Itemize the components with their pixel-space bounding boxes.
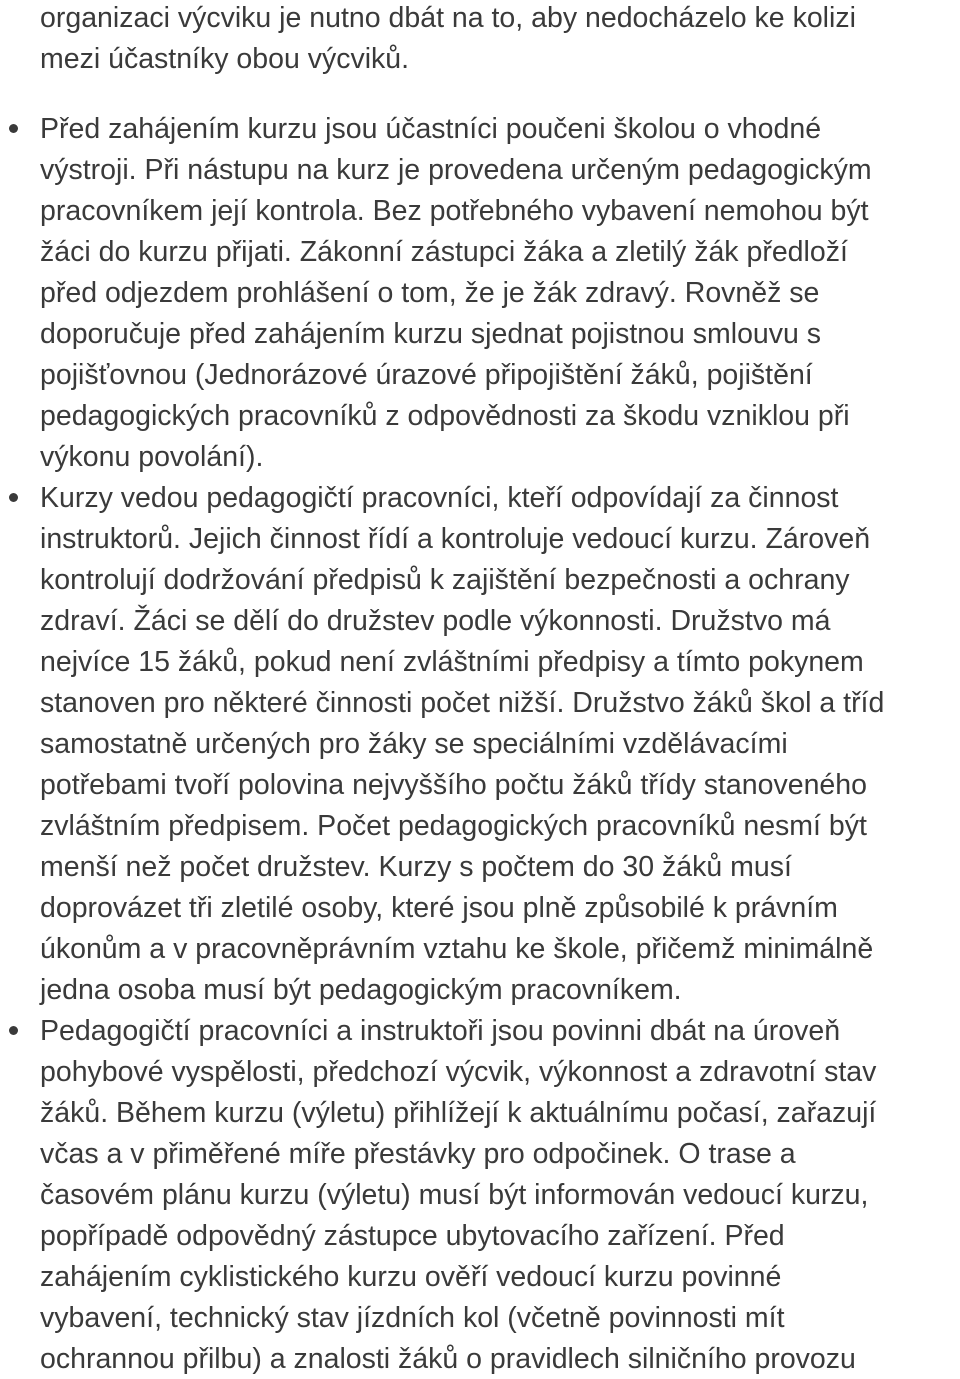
bullet-2-line: menší než počet družstev. Kurzy s počtem do 30 žáků musí bbox=[40, 851, 792, 883]
bullet-2-line: potřebami tvoří polovina nejvyššího počtu žáků třídy stanoveného bbox=[40, 769, 867, 801]
bullet-3-line: časovém plánu kurzu (výletu) musí být informován vedoucí kurzu, bbox=[40, 1179, 869, 1211]
bullet-1-line: žáci do kurzu přijati. Zákonní zástupci žáka a zletilý žák předloží bbox=[40, 236, 848, 268]
bullet-2-line: Kurzy vedou pedagogičtí pracovníci, kteří odpovídají za činnost bbox=[40, 482, 839, 514]
bullet-1-line: Před zahájením kurzu jsou účastníci poučeni školou o vhodné bbox=[40, 113, 822, 145]
bullet-3-line: včas a v přiměřené míře přestávky pro odpočinek. O trase a bbox=[40, 1138, 796, 1170]
bullet-2-line: instruktorů. Jejich činnost řídí a kontroluje vedoucí kurzu. Zároveň bbox=[40, 523, 871, 555]
bullet-3-line: Pedagogičtí pracovníci a instruktoři jsou povinni dbát na úroveň bbox=[40, 1015, 841, 1047]
bullet-3-line: žáků. Během kurzu (výletu) přihlížejí k aktuálnímu počasí, zařazují bbox=[40, 1097, 877, 1129]
bullet-3-line: ochrannou přilbu) a znalosti žáků o pravidlech silničního provozu bbox=[40, 1343, 856, 1375]
bullet-2-line: zvláštním předpisem. Počet pedagogických pracovníků nesmí být bbox=[40, 810, 867, 842]
bullet-3-line: vybavení, technický stav jízdních kol (včetně povinnosti mít bbox=[40, 1302, 785, 1334]
bullet-1-line: výstroji. Při nástupu na kurz je provedena určeným pedagogickým bbox=[40, 154, 872, 186]
bullet-2-line: stanoven pro některé činnosti počet nižší. Družstvo žáků škol a tříd bbox=[40, 687, 885, 719]
bullet-2-line: doprovázet tři zletilé osoby, které jsou plně způsobilé k právním bbox=[40, 892, 838, 924]
bullet-3-line: popřípadě odpovědný zástupce ubytovacího zařízení. Před bbox=[40, 1220, 785, 1252]
bullet-2-line: samostatně určených pro žáky se speciálními vzdělávacími bbox=[40, 728, 788, 760]
bullet-3-line: pohybové vyspělosti, předchozí výcvik, výkonnost a zdravotní stav bbox=[40, 1056, 877, 1088]
bullet-point-icon bbox=[9, 124, 18, 133]
intro-line: mezi účastníky obou výcviků. bbox=[40, 43, 410, 75]
bullet-2-line: úkonům a v pracovněprávním vztahu ke škole, přičemž minimálně bbox=[40, 933, 874, 965]
bullet-2-line: zdraví. Žáci se dělí do družstev podle výkonnosti. Družstvo má bbox=[40, 605, 831, 637]
bullet-1-line: pracovníkem její kontrola. Bez potřebného vybavení nemohou být bbox=[40, 195, 869, 227]
intro-line: organizaci výcviku je nutno dbát na to, aby nedocházelo ke kolizi bbox=[40, 2, 856, 34]
bullet-1-line: pojišťovnou (Jednorázové úrazové připojištění žáků, pojištění bbox=[40, 359, 813, 391]
bullet-2-line: nejvíce 15 žáků, pokud není zvláštními předpisy a tímto pokynem bbox=[40, 646, 864, 678]
bullet-2-line: jedna osoba musí být pedagogickým pracovníkem. bbox=[40, 974, 682, 1006]
bullet-point-icon bbox=[9, 493, 18, 502]
bullet-3-line: zahájením cyklistického kurzu ověří vedoucí kurzu povinné bbox=[40, 1261, 782, 1293]
bullet-point-icon bbox=[9, 1026, 18, 1035]
bullet-1-line: výkonu povolání). bbox=[40, 441, 264, 473]
bullet-1-line: pedagogických pracovníků z odpovědnosti za škodu vzniklou při bbox=[40, 400, 850, 432]
bullet-2-line: kontrolují dodržování předpisů k zajištění bezpečnosti a ochrany bbox=[40, 564, 850, 596]
bullet-1-line: doporučuje před zahájením kurzu sjednat pojistnou smlouvu s bbox=[40, 318, 822, 350]
bullet-1-line: před odjezdem prohlášení o tom, že je žák zdravý. Rovněž se bbox=[40, 277, 820, 309]
